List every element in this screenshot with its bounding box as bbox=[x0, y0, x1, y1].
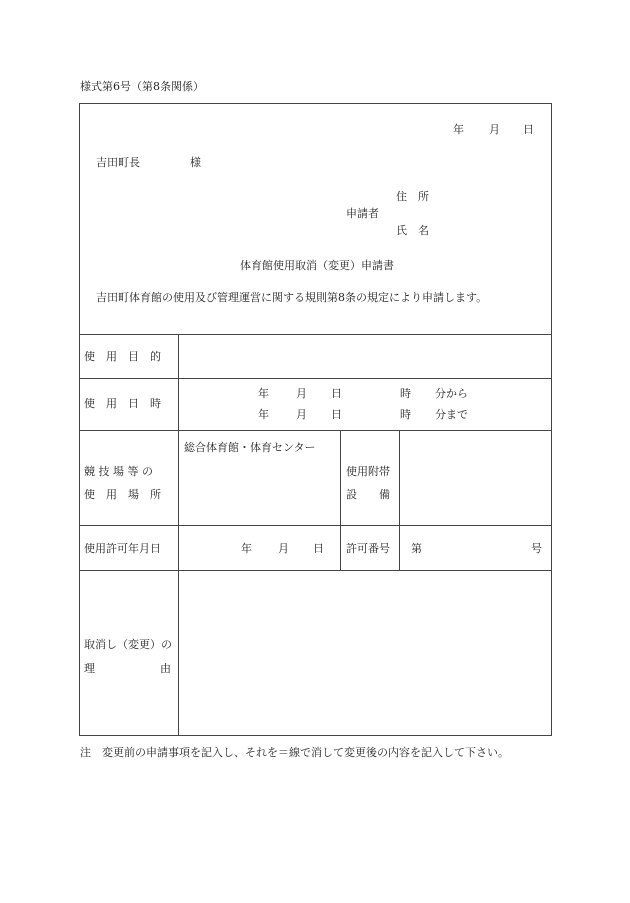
row-divider bbox=[79, 430, 552, 431]
from-minute-suffix: 分から bbox=[435, 387, 468, 400]
until-day: 日 bbox=[331, 408, 342, 421]
inner-column-divider bbox=[399, 430, 400, 570]
header-year: 年 bbox=[453, 123, 464, 136]
reason-label-line2-a: 理 bbox=[84, 662, 95, 675]
addressee-honorific: 様 bbox=[190, 156, 201, 169]
equipment-label-line1: 使用附帯 bbox=[346, 465, 390, 478]
from-hour: 時 bbox=[400, 387, 411, 400]
purpose-label: 使 用 目 的 bbox=[84, 350, 161, 363]
permit-number-prefix: 第 bbox=[411, 542, 422, 555]
permit-number-suffix: 号 bbox=[531, 542, 542, 555]
from-month: 月 bbox=[296, 387, 307, 400]
permit-day: 日 bbox=[313, 542, 324, 555]
row-divider bbox=[79, 525, 552, 526]
permit-year: 年 bbox=[241, 542, 252, 555]
from-day: 日 bbox=[331, 387, 342, 400]
header-day: 日 bbox=[523, 123, 534, 136]
footnote: 注 変更前の申請事項を記入し、それを＝線で消して変更後の内容を記入して下さい。 bbox=[80, 746, 509, 759]
until-minute-suffix: 分まで bbox=[435, 408, 468, 421]
table-right-border bbox=[551, 103, 552, 736]
label-column-divider bbox=[178, 334, 179, 735]
row-divider bbox=[79, 378, 552, 379]
permit-date-label: 使用許可年月日 bbox=[84, 542, 161, 555]
addressee: 吉田町長 bbox=[96, 156, 140, 169]
document-title: 体育館使用取消（変更）申請書 bbox=[240, 259, 394, 272]
inner-column-divider bbox=[340, 430, 341, 570]
from-year: 年 bbox=[258, 387, 269, 400]
permit-month: 月 bbox=[278, 542, 289, 555]
until-month: 月 bbox=[296, 408, 307, 421]
equipment-label-line2: 設 備 bbox=[346, 488, 390, 501]
until-year: 年 bbox=[258, 408, 269, 421]
address-label: 住 所 bbox=[396, 190, 429, 203]
form-number: 様式第6号（第8条関係） bbox=[80, 80, 204, 93]
venue-value: 総合体育館・体育センター bbox=[184, 441, 316, 454]
header-month: 月 bbox=[489, 123, 500, 136]
row-divider bbox=[79, 570, 552, 571]
table-bottom-border bbox=[79, 735, 552, 736]
reason-label-line1: 取消し（変更）の bbox=[84, 638, 172, 651]
row-divider bbox=[79, 334, 552, 335]
reason-label-line2-b: 由 bbox=[160, 662, 171, 675]
name-label: 氏 名 bbox=[396, 224, 429, 237]
venue-label-line2: 使 用 場 所 bbox=[84, 488, 161, 501]
venue-label-line1: 競 技 場 等 の bbox=[84, 465, 153, 478]
datetime-label: 使 用 日 時 bbox=[84, 397, 161, 410]
until-hour: 時 bbox=[400, 408, 411, 421]
table-top-border bbox=[79, 103, 552, 104]
applicant-label: 申請者 bbox=[346, 207, 379, 220]
permit-number-label: 許可番号 bbox=[346, 542, 390, 555]
application-statement: 吉田町体育館の使用及び管理運営に関する規則第8条の規定により申請します。 bbox=[96, 291, 488, 304]
table-left-border bbox=[79, 103, 80, 736]
